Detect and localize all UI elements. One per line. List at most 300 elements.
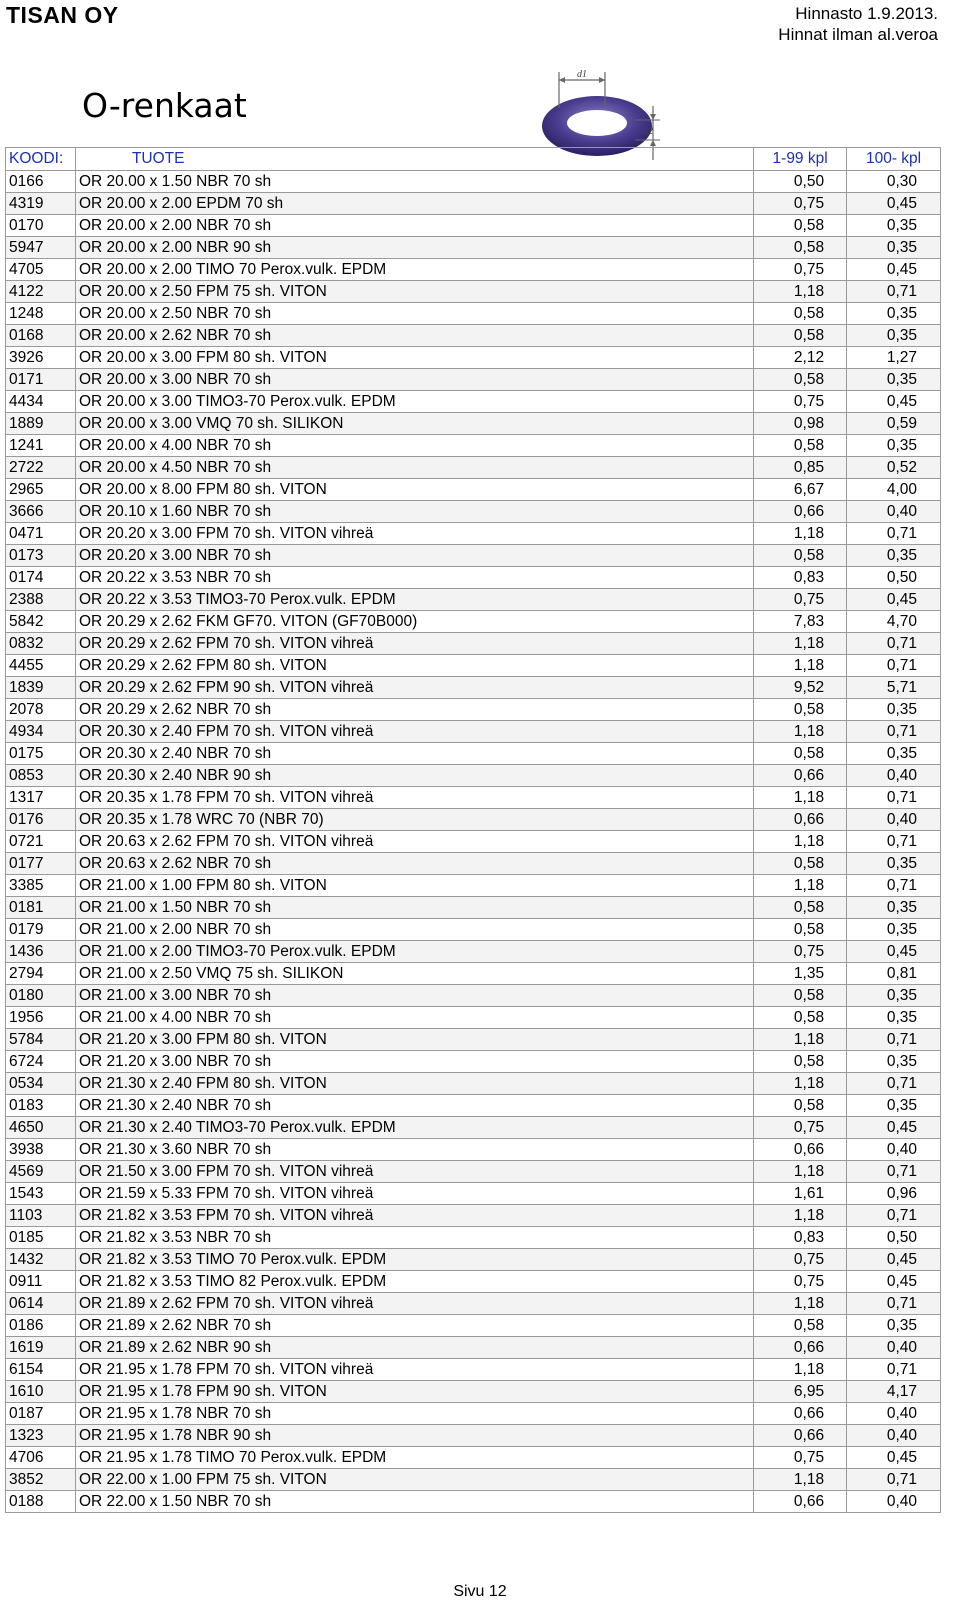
- cell-product: OR 20.00 x 2.00 TIMO 70 Perox.vulk. EPDM: [75, 259, 753, 281]
- cell-price-100: 0,71: [847, 281, 941, 303]
- cell-price-100: 0,45: [847, 589, 941, 611]
- cell-price-100: 0,45: [847, 259, 941, 281]
- cell-code: 2794: [6, 963, 76, 985]
- cell-price-1-99: 0,75: [754, 193, 847, 215]
- cell-code: 0171: [6, 369, 76, 391]
- cell-price-100: 0,35: [847, 325, 941, 347]
- cell-code: 1619: [6, 1337, 76, 1359]
- cell-price-1-99: 0,58: [754, 325, 847, 347]
- table-row: [6, 1029, 941, 1051]
- cell-code: 6724: [6, 1051, 76, 1073]
- cell-product: OR 21.20 x 3.00 NBR 70 sh: [75, 1051, 753, 1073]
- cell-code: 0832: [6, 633, 76, 655]
- cell-product: OR 20.29 x 2.62 FPM 90 sh. VITON vihreä: [75, 677, 753, 699]
- table-row: [6, 391, 941, 413]
- cell-price-100: 0,45: [847, 391, 941, 413]
- table-row: [6, 1227, 941, 1249]
- cell-price-1-99: 1,18: [754, 875, 847, 897]
- table-row: [6, 897, 941, 919]
- cell-code: 1956: [6, 1007, 76, 1029]
- cell-code: 0471: [6, 523, 76, 545]
- cell-price-1-99: 0,66: [754, 1491, 847, 1513]
- table-row: [6, 501, 941, 523]
- cell-product: OR 21.59 x 5.33 FPM 70 sh. VITON vihreä: [75, 1183, 753, 1205]
- cell-price-100: 0,71: [847, 831, 941, 853]
- cell-product: OR 20.29 x 2.62 FKM GF70. VITON (GF70B000): [75, 611, 753, 633]
- cell-product: OR 21.89 x 2.62 NBR 90 sh: [75, 1337, 753, 1359]
- header-price-1-99: 1-99 kpl: [754, 148, 847, 171]
- cell-product: OR 20.35 x 1.78 FPM 70 sh. VITON vihreä: [75, 787, 753, 809]
- header-price-100: 100- kpl: [847, 148, 941, 171]
- cell-price-100: 0,40: [847, 501, 941, 523]
- cell-product: OR 20.00 x 2.50 NBR 70 sh: [75, 303, 753, 325]
- cell-product: OR 20.00 x 2.00 NBR 70 sh: [75, 215, 753, 237]
- table-row: [6, 985, 941, 1007]
- cell-price-1-99: 1,18: [754, 1161, 847, 1183]
- cell-price-100: 0,71: [847, 1161, 941, 1183]
- table-row: [6, 1315, 941, 1337]
- table-row: [6, 1183, 941, 1205]
- cell-price-1-99: 1,18: [754, 523, 847, 545]
- cell-product: OR 21.82 x 3.53 TIMO 70 Perox.vulk. EPDM: [75, 1249, 753, 1271]
- cell-price-1-99: 0,83: [754, 1227, 847, 1249]
- cell-code: 5947: [6, 237, 76, 259]
- cell-product: OR 22.00 x 1.00 FPM 75 sh. VITON: [75, 1469, 753, 1491]
- cell-price-1-99: 0,58: [754, 897, 847, 919]
- cell-price-1-99: 1,61: [754, 1183, 847, 1205]
- table-row: [6, 1359, 941, 1381]
- table-row: [6, 1117, 941, 1139]
- cell-product: OR 20.00 x 4.50 NBR 70 sh: [75, 457, 753, 479]
- table-row: [6, 655, 941, 677]
- cell-price-1-99: 0,66: [754, 501, 847, 523]
- cell-price-1-99: 9,52: [754, 677, 847, 699]
- cell-price-100: 0,45: [847, 941, 941, 963]
- o-ring-hole: [567, 110, 627, 136]
- cell-price-1-99: 0,85: [754, 457, 847, 479]
- cell-price-1-99: 0,50: [754, 171, 847, 193]
- cell-price-100: 0,81: [847, 963, 941, 985]
- cell-product: OR 21.95 x 1.78 FPM 70 sh. VITON vihreä: [75, 1359, 753, 1381]
- cell-price-1-99: 1,18: [754, 1073, 847, 1095]
- table-row: [6, 171, 941, 193]
- cell-code: 2388: [6, 589, 76, 611]
- cell-code: 1323: [6, 1425, 76, 1447]
- cell-code: 6154: [6, 1359, 76, 1381]
- cell-product: OR 20.00 x 4.00 NBR 70 sh: [75, 435, 753, 457]
- cell-product: OR 20.00 x 3.00 NBR 70 sh: [75, 369, 753, 391]
- cell-code: 0181: [6, 897, 76, 919]
- cell-price-100: 0,35: [847, 303, 941, 325]
- cell-code: 4455: [6, 655, 76, 677]
- cell-price-100: 0,71: [847, 1205, 941, 1227]
- cell-price-100: 0,71: [847, 1359, 941, 1381]
- table-row: [6, 193, 941, 215]
- d1-label: d1: [577, 69, 587, 80]
- table-row: [6, 1249, 941, 1271]
- cell-product: OR 20.20 x 3.00 NBR 70 sh: [75, 545, 753, 567]
- cell-price-100: 0,59: [847, 413, 941, 435]
- cell-price-1-99: 0,66: [754, 1139, 847, 1161]
- table-row: [6, 633, 941, 655]
- cell-price-100: 0,50: [847, 567, 941, 589]
- price-list-date: Hinnasto 1.9.2013.: [795, 4, 938, 23]
- cell-price-1-99: 0,75: [754, 1249, 847, 1271]
- cell-price-1-99: 0,66: [754, 1425, 847, 1447]
- cell-code: 1248: [6, 303, 76, 325]
- cell-price-1-99: 1,18: [754, 1293, 847, 1315]
- cell-code: 4434: [6, 391, 76, 413]
- cell-price-100: 0,40: [847, 1139, 941, 1161]
- cell-price-1-99: 1,18: [754, 281, 847, 303]
- cell-product: OR 21.30 x 2.40 FPM 80 sh. VITON: [75, 1073, 753, 1095]
- table-row: [6, 589, 941, 611]
- table-row: [6, 1161, 941, 1183]
- cell-product: OR 21.82 x 3.53 NBR 70 sh: [75, 1227, 753, 1249]
- cell-price-100: 0,45: [847, 1249, 941, 1271]
- cell-price-100: 0,71: [847, 721, 941, 743]
- cell-price-1-99: 0,75: [754, 391, 847, 413]
- cell-price-100: 0,71: [847, 633, 941, 655]
- table-row: [6, 1095, 941, 1117]
- cell-code: 3385: [6, 875, 76, 897]
- cell-price-1-99: 6,95: [754, 1381, 847, 1403]
- cell-price-100: 0,35: [847, 985, 941, 1007]
- table-row: [6, 721, 941, 743]
- cell-product: OR 20.00 x 3.00 FPM 80 sh. VITON: [75, 347, 753, 369]
- cell-code: 3926: [6, 347, 76, 369]
- price-table: [5, 147, 941, 1513]
- cell-code: 4650: [6, 1117, 76, 1139]
- cell-code: 0179: [6, 919, 76, 941]
- cell-product: OR 20.22 x 3.53 NBR 70 sh: [75, 567, 753, 589]
- cell-price-100: 0,35: [847, 1051, 941, 1073]
- cell-price-1-99: 0,58: [754, 743, 847, 765]
- cell-product: OR 20.00 x 2.62 NBR 70 sh: [75, 325, 753, 347]
- cell-code: 1610: [6, 1381, 76, 1403]
- cell-product: OR 21.00 x 1.50 NBR 70 sh: [75, 897, 753, 919]
- cell-price-1-99: 0,75: [754, 589, 847, 611]
- cell-product: OR 21.00 x 2.00 TIMO3-70 Perox.vulk. EPDM: [75, 941, 753, 963]
- cell-code: 2722: [6, 457, 76, 479]
- cell-product: OR 20.00 x 8.00 FPM 80 sh. VITON: [75, 479, 753, 501]
- table-row: [6, 435, 941, 457]
- table-row: [6, 677, 941, 699]
- cell-code: 0176: [6, 809, 76, 831]
- table-row: [6, 743, 941, 765]
- cell-price-100: 0,35: [847, 435, 941, 457]
- cell-code: 1889: [6, 413, 76, 435]
- cell-code: 0185: [6, 1227, 76, 1249]
- cell-price-100: 0,35: [847, 853, 941, 875]
- table-row: [6, 1073, 941, 1095]
- cell-price-100: 0,35: [847, 1095, 941, 1117]
- table-row: [6, 1205, 941, 1227]
- cell-product: OR 21.50 x 3.00 FPM 70 sh. VITON vihreä: [75, 1161, 753, 1183]
- cell-product: OR 21.00 x 2.50 VMQ 75 sh. SILIKON: [75, 963, 753, 985]
- cell-price-1-99: 1,35: [754, 963, 847, 985]
- cell-price-1-99: 1,18: [754, 787, 847, 809]
- cell-price-1-99: 0,58: [754, 215, 847, 237]
- cell-price-1-99: 0,58: [754, 853, 847, 875]
- cell-product: OR 20.00 x 2.00 EPDM 70 sh: [75, 193, 753, 215]
- cell-price-100: 5,71: [847, 677, 941, 699]
- table-row: [6, 523, 941, 545]
- cell-code: 0175: [6, 743, 76, 765]
- cell-price-100: 0,35: [847, 1315, 941, 1337]
- cell-price-100: 0,35: [847, 743, 941, 765]
- cell-price-1-99: 1,18: [754, 633, 847, 655]
- cell-price-1-99: 0,58: [754, 1007, 847, 1029]
- table-row: [6, 875, 941, 897]
- cell-price-1-99: 0,75: [754, 941, 847, 963]
- table-row: [6, 1337, 941, 1359]
- cell-price-100: 0,71: [847, 1029, 941, 1051]
- cell-code: 3852: [6, 1469, 76, 1491]
- table-row: [6, 919, 941, 941]
- cell-price-100: 0,40: [847, 1425, 941, 1447]
- cell-product: OR 21.95 x 1.78 NBR 90 sh: [75, 1425, 753, 1447]
- cell-price-1-99: 1,18: [754, 1205, 847, 1227]
- cell-price-100: 0,71: [847, 523, 941, 545]
- cell-price-1-99: 0,75: [754, 1447, 847, 1469]
- cell-price-1-99: 0,66: [754, 1403, 847, 1425]
- cell-code: 4934: [6, 721, 76, 743]
- cell-price-1-99: 0,83: [754, 567, 847, 589]
- vat-note: Hinnat ilman al.veroa: [778, 25, 938, 44]
- cell-code: 0188: [6, 1491, 76, 1513]
- table-row: [6, 1403, 941, 1425]
- cell-product: OR 21.89 x 2.62 NBR 70 sh: [75, 1315, 753, 1337]
- cell-price-1-99: 0,58: [754, 985, 847, 1007]
- table-row: [6, 1425, 941, 1447]
- cell-price-1-99: 1,18: [754, 1469, 847, 1491]
- cell-price-1-99: 0,98: [754, 413, 847, 435]
- cell-price-100: 0,35: [847, 369, 941, 391]
- table-row: [6, 853, 941, 875]
- cell-code: 0911: [6, 1271, 76, 1293]
- cell-product: OR 21.00 x 1.00 FPM 80 sh. VITON: [75, 875, 753, 897]
- cell-price-100: 0,71: [847, 1073, 941, 1095]
- cell-code: 5784: [6, 1029, 76, 1051]
- header-product: TUOTE: [75, 148, 753, 171]
- cell-code: 2965: [6, 479, 76, 501]
- cell-price-1-99: 0,66: [754, 1337, 847, 1359]
- cell-code: 0174: [6, 567, 76, 589]
- table-row: [6, 215, 941, 237]
- cell-product: OR 21.20 x 3.00 FPM 80 sh. VITON: [75, 1029, 753, 1051]
- cell-price-100: 0,40: [847, 1403, 941, 1425]
- cell-price-1-99: 1,18: [754, 1029, 847, 1051]
- cell-product: OR 20.10 x 1.60 NBR 70 sh: [75, 501, 753, 523]
- cell-price-100: 4,00: [847, 479, 941, 501]
- cell-product: OR 21.82 x 3.53 FPM 70 sh. VITON vihreä: [75, 1205, 753, 1227]
- cell-code: 1436: [6, 941, 76, 963]
- cell-price-1-99: 0,58: [754, 303, 847, 325]
- cell-price-100: 1,27: [847, 347, 941, 369]
- cell-product: OR 20.22 x 3.53 TIMO3-70 Perox.vulk. EPDM: [75, 589, 753, 611]
- table-row: [6, 1271, 941, 1293]
- cell-code: 0721: [6, 831, 76, 853]
- cell-code: 5842: [6, 611, 76, 633]
- cell-price-100: 0,52: [847, 457, 941, 479]
- table-row: [6, 325, 941, 347]
- table-row: [6, 699, 941, 721]
- cell-code: 4705: [6, 259, 76, 281]
- cell-price-1-99: 1,18: [754, 721, 847, 743]
- cell-price-100: 0,45: [847, 193, 941, 215]
- cell-price-1-99: 0,75: [754, 1117, 847, 1139]
- cell-code: 0180: [6, 985, 76, 1007]
- cell-product: OR 20.00 x 2.00 NBR 90 sh: [75, 237, 753, 259]
- cell-code: 2078: [6, 699, 76, 721]
- cell-code: 1839: [6, 677, 76, 699]
- cell-price-100: 0,40: [847, 765, 941, 787]
- cell-price-1-99: 0,58: [754, 545, 847, 567]
- cell-price-100: 4,17: [847, 1381, 941, 1403]
- table-row: [6, 369, 941, 391]
- table-row: [6, 765, 941, 787]
- cell-code: 0170: [6, 215, 76, 237]
- cell-price-100: 0,45: [847, 1271, 941, 1293]
- cell-price-100: 0,71: [847, 655, 941, 677]
- cell-price-100: 0,40: [847, 1337, 941, 1359]
- cell-price-100: 0,35: [847, 545, 941, 567]
- page-number: Sivu 12: [453, 1583, 507, 1600]
- cell-price-1-99: 0,58: [754, 1051, 847, 1073]
- cell-product: OR 20.00 x 3.00 VMQ 70 sh. SILIKON: [75, 413, 753, 435]
- cell-product: OR 20.00 x 3.00 TIMO3-70 Perox.vulk. EPDM: [75, 391, 753, 413]
- cell-code: 0187: [6, 1403, 76, 1425]
- cell-code: 0534: [6, 1073, 76, 1095]
- cell-price-100: 0,96: [847, 1183, 941, 1205]
- cell-price-1-99: 0,58: [754, 699, 847, 721]
- cell-price-100: 0,35: [847, 699, 941, 721]
- cell-price-100: 0,71: [847, 1469, 941, 1491]
- cell-product: OR 21.95 x 1.78 FPM 90 sh. VITON: [75, 1381, 753, 1403]
- cell-product: OR 21.82 x 3.53 TIMO 82 Perox.vulk. EPDM: [75, 1271, 753, 1293]
- cell-price-1-99: 7,83: [754, 611, 847, 633]
- table-row: [6, 831, 941, 853]
- table-row: [6, 259, 941, 281]
- table-row: [6, 1293, 941, 1315]
- cell-price-1-99: 2,12: [754, 347, 847, 369]
- cell-price-1-99: 6,67: [754, 479, 847, 501]
- page-title: O-renkaat: [82, 86, 247, 125]
- cell-price-100: 0,35: [847, 215, 941, 237]
- cell-code: 3666: [6, 501, 76, 523]
- table-row: [6, 237, 941, 259]
- cell-price-100: 0,30: [847, 171, 941, 193]
- cell-code: 4319: [6, 193, 76, 215]
- cell-code: 0186: [6, 1315, 76, 1337]
- table-row: [6, 809, 941, 831]
- table-row: [6, 567, 941, 589]
- cell-product: OR 20.35 x 1.78 WRC 70 (NBR 70): [75, 809, 753, 831]
- table-header-row: [6, 148, 941, 171]
- table-row: [6, 347, 941, 369]
- cell-price-100: 0,35: [847, 897, 941, 919]
- cell-code: 4569: [6, 1161, 76, 1183]
- cell-product: OR 21.95 x 1.78 TIMO 70 Perox.vulk. EPDM: [75, 1447, 753, 1469]
- cell-price-100: 0,45: [847, 1117, 941, 1139]
- cell-price-1-99: 0,75: [754, 259, 847, 281]
- cell-code: 4706: [6, 1447, 76, 1469]
- cell-code: 1317: [6, 787, 76, 809]
- table-row: [6, 545, 941, 567]
- cell-price-1-99: 0,58: [754, 1315, 847, 1337]
- cell-price-1-99: 0,58: [754, 919, 847, 941]
- cell-product: OR 20.00 x 1.50 NBR 70 sh: [75, 171, 753, 193]
- cell-price-100: 0,35: [847, 1007, 941, 1029]
- cell-price-1-99: 0,75: [754, 1271, 847, 1293]
- cell-price-1-99: 1,18: [754, 1359, 847, 1381]
- cell-price-1-99: 0,58: [754, 237, 847, 259]
- cell-code: 0173: [6, 545, 76, 567]
- cell-product: OR 20.30 x 2.40 NBR 90 sh: [75, 765, 753, 787]
- cell-product: OR 20.20 x 3.00 FPM 70 sh. VITON vihreä: [75, 523, 753, 545]
- cell-product: OR 20.30 x 2.40 NBR 70 sh: [75, 743, 753, 765]
- cell-code: 1241: [6, 435, 76, 457]
- cell-price-1-99: 0,66: [754, 809, 847, 831]
- cell-product: OR 20.29 x 2.62 FPM 80 sh. VITON: [75, 655, 753, 677]
- cell-product: OR 20.63 x 2.62 FPM 70 sh. VITON vihreä: [75, 831, 753, 853]
- cell-code: 1432: [6, 1249, 76, 1271]
- cell-product: OR 20.00 x 2.50 FPM 75 sh. VITON: [75, 281, 753, 303]
- cell-product: OR 20.29 x 2.62 FPM 70 sh. VITON vihreä: [75, 633, 753, 655]
- cell-price-1-99: 0,66: [754, 765, 847, 787]
- cell-code: 4122: [6, 281, 76, 303]
- cell-code: 0168: [6, 325, 76, 347]
- table-row: [6, 413, 941, 435]
- cell-price-1-99: 0,58: [754, 1095, 847, 1117]
- cell-code: 0614: [6, 1293, 76, 1315]
- cell-code: 0166: [6, 171, 76, 193]
- table-row: [6, 1007, 941, 1029]
- header-code: KOODI:: [6, 148, 76, 171]
- cell-price-1-99: 1,18: [754, 655, 847, 677]
- cell-price-1-99: 1,18: [754, 831, 847, 853]
- cell-price-100: 0,35: [847, 919, 941, 941]
- cell-code: 0177: [6, 853, 76, 875]
- cell-price-100: 0,50: [847, 1227, 941, 1249]
- cell-price-1-99: 0,58: [754, 435, 847, 457]
- cell-product: OR 20.63 x 2.62 NBR 70 sh: [75, 853, 753, 875]
- cell-product: OR 21.00 x 4.00 NBR 70 sh: [75, 1007, 753, 1029]
- table-row: [6, 1491, 941, 1513]
- cell-code: 1543: [6, 1183, 76, 1205]
- cell-product: OR 21.30 x 3.60 NBR 70 sh: [75, 1139, 753, 1161]
- table-row: [6, 963, 941, 985]
- cell-price-100: 0,71: [847, 1293, 941, 1315]
- table-row: [6, 281, 941, 303]
- cell-price-100: 4,70: [847, 611, 941, 633]
- cell-price-100: 0,45: [847, 1447, 941, 1469]
- cell-code: 0853: [6, 765, 76, 787]
- cell-price-100: 0,35: [847, 237, 941, 259]
- cell-product: OR 22.00 x 1.50 NBR 70 sh: [75, 1491, 753, 1513]
- company-name: TISAN OY: [6, 2, 119, 28]
- cell-product: OR 21.89 x 2.62 FPM 70 sh. VITON vihreä: [75, 1293, 753, 1315]
- table-row: [6, 1051, 941, 1073]
- table-row: [6, 611, 941, 633]
- cell-product: OR 21.00 x 3.00 NBR 70 sh: [75, 985, 753, 1007]
- cell-product: OR 21.95 x 1.78 NBR 70 sh: [75, 1403, 753, 1425]
- table-row: [6, 1381, 941, 1403]
- header-info: [778, 3, 938, 45]
- cell-product: OR 20.30 x 2.40 FPM 70 sh. VITON vihreä: [75, 721, 753, 743]
- table-row: [6, 457, 941, 479]
